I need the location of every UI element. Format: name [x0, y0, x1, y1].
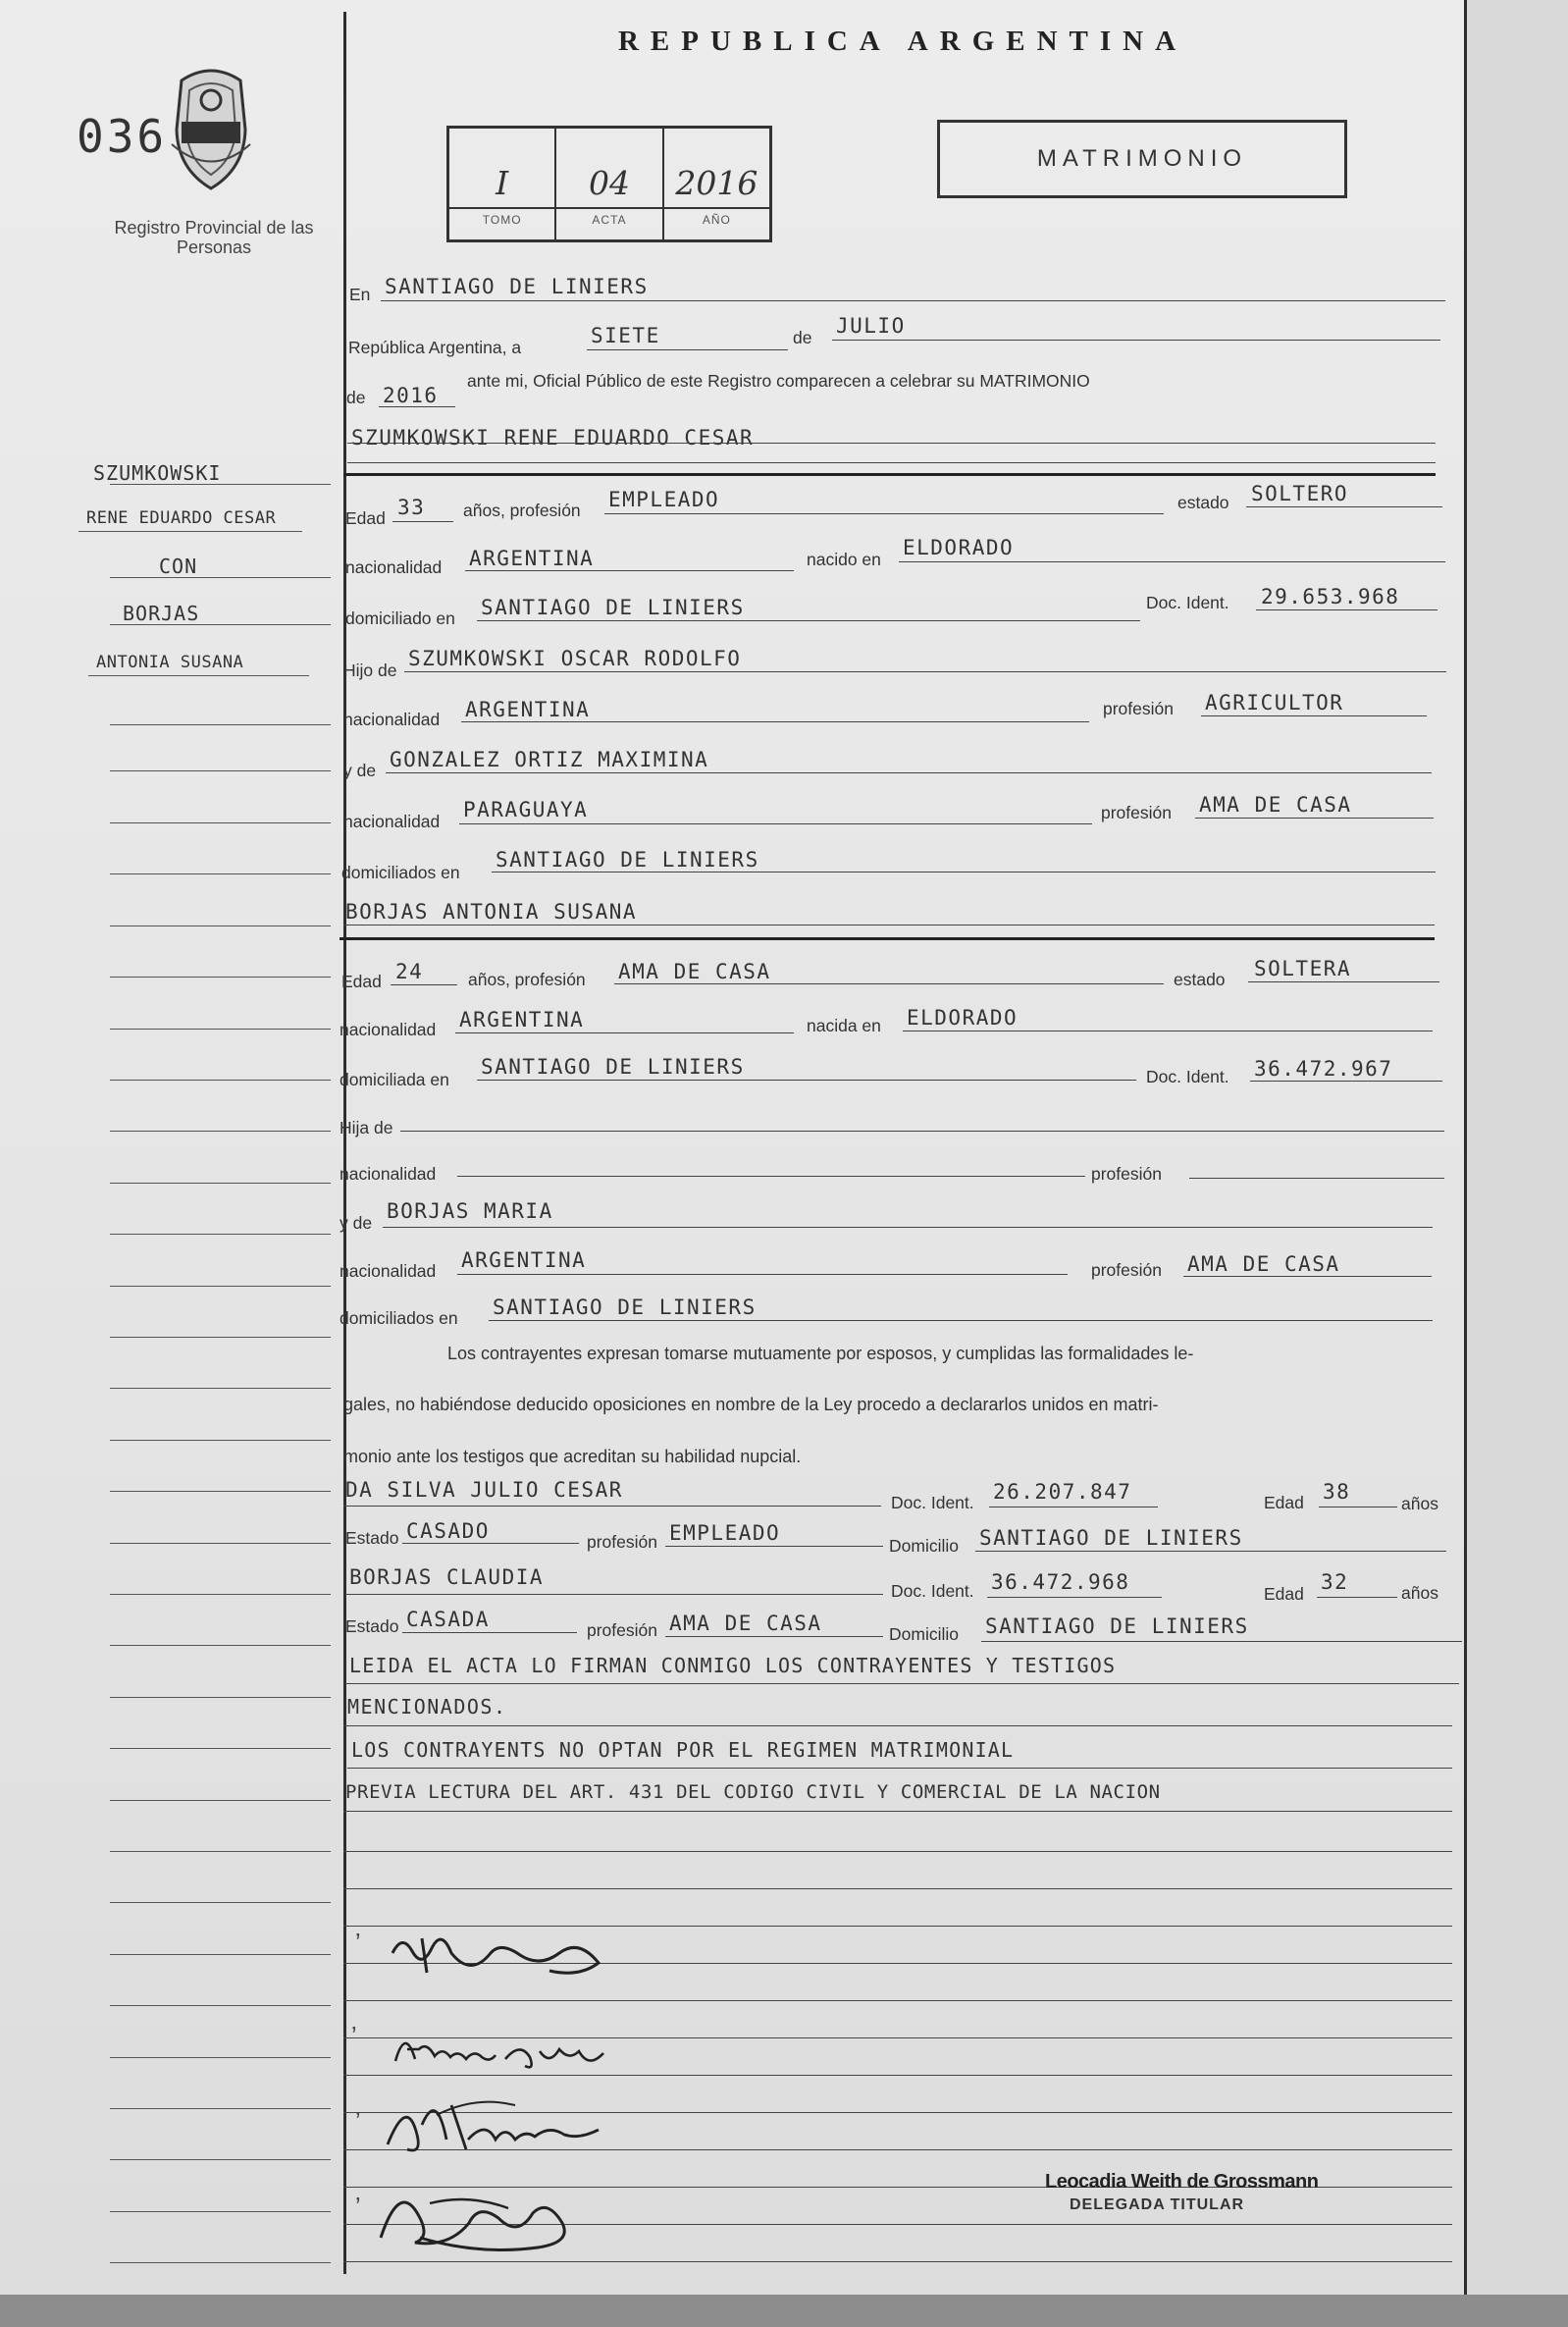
bride-doc: 36.472.967: [1254, 1057, 1393, 1081]
groom-nacido: ELDORADO: [903, 536, 1015, 559]
witness2-edad-label: Edad: [1264, 1584, 1304, 1604]
background-beyond-page: [1467, 0, 1568, 2327]
bride-madre: BORJAS MARIA: [387, 1199, 553, 1223]
acta-cell: [556, 129, 663, 239]
day-value: SIETE: [591, 324, 660, 347]
witness1-estado: CASADO: [406, 1519, 490, 1543]
groom-estado-label: estado: [1177, 493, 1229, 512]
page-right-edge: [1464, 0, 1467, 2327]
groom-edad-label: Edad: [345, 508, 386, 528]
groom-estado: SOLTERO: [1251, 482, 1349, 505]
witness1-domicilio-label: Domicilio: [889, 1536, 959, 1556]
declaration-line-3: monio ante los testigos que acreditan su habilidad nupcial.: [343, 1447, 802, 1466]
bride-domiciliados-label: domiciliados en: [340, 1308, 458, 1328]
republica-label: República Argentina, a: [348, 338, 522, 357]
groom-nacido-label: nacido en: [807, 550, 881, 569]
signature-mark-3: ʼ: [355, 2107, 361, 2137]
bride-doc-label: Doc. Ident.: [1146, 1067, 1229, 1086]
groom-hijo-label: Hijo de: [343, 661, 397, 680]
tomo-label: TOMO: [482, 213, 522, 227]
margin-divider: [343, 12, 346, 2274]
bride-nacionalidad-label: nacionalidad: [340, 1020, 437, 1039]
acta-value: 04: [588, 164, 630, 202]
bride-madre-domicilio: SANTIAGO DE LINIERS: [493, 1296, 757, 1319]
witness2-anos-label: años: [1401, 1583, 1438, 1603]
witness1-anos-label: años: [1401, 1494, 1438, 1513]
provincial-seal-icon: [152, 61, 270, 198]
bride-madre-nacionalidad: ARGENTINA: [461, 1248, 587, 1272]
anio-value: 2016: [675, 164, 758, 202]
witness1-profesion: EMPLEADO: [669, 1521, 781, 1545]
de-year-label: de: [346, 388, 366, 407]
bride-madre-yde-label: y de: [340, 1213, 373, 1233]
witness2-profesion: AMA DE CASA: [669, 1612, 822, 1635]
tomo-cell: [449, 129, 556, 239]
tomo-value: I: [496, 164, 509, 202]
bride-madre-profesion-label: profesión: [1091, 1260, 1162, 1280]
book-reference-box: [446, 126, 772, 242]
bride-estado: SOLTERA: [1254, 957, 1352, 980]
bride-hija-label: Hija de: [340, 1118, 393, 1137]
padre-profesion-label: profesión: [1103, 699, 1174, 718]
groom-madre: GONZALEZ ORTIZ MAXIMINA: [390, 748, 709, 771]
bride-edad: 24: [395, 960, 424, 983]
witness1-estado-label: Estado: [345, 1528, 399, 1548]
padre-nacionalidad-label: nacionalidad: [343, 710, 441, 729]
witness1-profesion-label: profesión: [587, 1532, 657, 1552]
witness2-domicilio-label: Domicilio: [889, 1624, 959, 1644]
declaration-line-1: Los contrayentes expresan tomarse mutuamente por esposos, y cumplidas las formalidades le-: [447, 1344, 1194, 1363]
witness2-doc-label: Doc. Ident.: [891, 1581, 974, 1601]
anio-cell: [664, 129, 769, 239]
witness1-doc-label: Doc. Ident.: [891, 1493, 974, 1512]
witness1-edad-label: Edad: [1264, 1493, 1304, 1512]
bride-signature: [388, 2022, 633, 2090]
groom-padre: SZUMKOWSKI OSCAR RODOLFO: [408, 647, 742, 670]
bride-nacida: ELDORADO: [907, 1006, 1019, 1030]
madre-yde-label: y de: [343, 761, 377, 780]
groom-domiciliado-label: domiciliado en: [345, 608, 455, 628]
witness1-domicilio: SANTIAGO DE LINIERS: [979, 1526, 1243, 1550]
padre-nacionalidad: ARGENTINA: [465, 698, 591, 721]
groom-edad: 33: [397, 496, 426, 519]
margin-bride-names: ANTONIA SUSANA: [96, 653, 244, 672]
bride-madre-profesion: AMA DE CASA: [1187, 1252, 1340, 1276]
margin-con: CON: [159, 555, 198, 578]
month-value: JULIO: [836, 314, 906, 338]
en-label: En: [349, 285, 371, 304]
madre-nacionalidad-label: nacionalidad: [343, 812, 441, 831]
bride-nacida-label: nacida en: [807, 1016, 881, 1035]
signature-mark-2: ʼ: [351, 2022, 357, 2051]
signature-mark-4: ʼ: [355, 2193, 361, 2222]
bride-nacionalidad: ARGENTINA: [459, 1008, 585, 1031]
madre-nacionalidad: PARAGUAYA: [463, 798, 589, 821]
witness2-estado: CASADA: [406, 1608, 490, 1631]
margin-groom-surname: SZUMKOWSKI: [93, 461, 222, 485]
madre-profesion-label: profesión: [1101, 803, 1172, 822]
groom-doc: 29.653.968: [1261, 585, 1400, 608]
bride-estado-label: estado: [1174, 970, 1226, 989]
note-line-1: LEIDA EL ACTA LO FIRMAN CONMIGO LOS CONTRAYENTES Y TESTIGOS: [349, 1654, 1117, 1677]
year-text: ante mi, Oficial Público de este Registro comparecen a celebrar su MATRIMONIO: [467, 371, 1090, 391]
de-label: de: [793, 328, 812, 347]
witness2-profesion-label: profesión: [587, 1620, 657, 1640]
declaration-line-2: gales, no habiéndose deducido oposiciones en nombre de la Ley procedo a declararlos unidos en matri-: [343, 1395, 1159, 1414]
bride-padre-profesion-label: profesión: [1091, 1164, 1162, 1184]
witness2-domicilio: SANTIAGO DE LINIERS: [985, 1614, 1249, 1638]
witness2-doc: 36.472.968: [991, 1570, 1130, 1594]
signature-mark-1: ʼ: [355, 1929, 361, 1958]
place-value: SANTIAGO DE LINIERS: [385, 275, 649, 298]
madre-profesion: AMA DE CASA: [1199, 793, 1352, 817]
witness2-signature: [361, 2169, 597, 2257]
year-value: 2016: [383, 384, 439, 407]
official-stamp-title: DELEGADA TITULAR: [1070, 2196, 1245, 2213]
groom-nacionalidad: ARGENTINA: [469, 547, 595, 570]
note-line-4: PREVIA LECTURA DEL ART. 431 DEL CODIGO CIVIL Y COMERCIAL DE LA NACION: [345, 1781, 1161, 1803]
bride-domiciliada-label: domiciliada en: [340, 1070, 449, 1089]
header-title: REPUBLICA ARGENTINA: [617, 26, 1188, 57]
page-bottom-edge: [0, 2295, 1568, 2327]
witness1-signature: [378, 2086, 623, 2164]
bride-name: BORJAS ANTONIA SUSANA: [345, 900, 638, 924]
groom-profesion: EMPLEADO: [608, 488, 720, 511]
groom-doc-label: Doc. Ident.: [1146, 593, 1229, 612]
note-line-2: MENCIONADOS.: [347, 1695, 507, 1719]
witness1-name: DA SILVA JULIO CESAR: [345, 1478, 623, 1502]
official-stamp-name: Leocadia Weith de Grossmann: [1045, 2171, 1319, 2193]
groom-profesion-label: años, profesión: [463, 501, 581, 520]
groom-nacionalidad-label: nacionalidad: [345, 557, 443, 577]
folio-number: 036: [77, 110, 168, 163]
groom-name: SZUMKOWSKI RENE EDUARDO CESAR: [351, 426, 755, 450]
padre-profesion: AGRICULTOR: [1205, 691, 1344, 714]
record-type-box: MATRIMONIO: [937, 120, 1347, 198]
groom-domicilio: SANTIAGO DE LINIERS: [481, 596, 745, 619]
witness2-estado-label: Estado: [345, 1616, 399, 1636]
anio-label: AÑO: [702, 213, 731, 227]
bride-profesion: AMA DE CASA: [618, 960, 771, 983]
bride-profesion-label: años, profesión: [468, 970, 586, 989]
acta-label: ACTA: [592, 213, 627, 227]
margin-bride-surname: BORJAS: [123, 602, 200, 625]
bride-padre-nacionalidad-label: nacionalidad: [340, 1164, 437, 1184]
note-line-3: LOS CONTRAYENTS NO OPTAN POR EL REGIMEN MATRIMONIAL: [351, 1738, 1015, 1762]
bride-madre-nacionalidad-label: nacionalidad: [340, 1261, 437, 1281]
bride-domicilio: SANTIAGO DE LINIERS: [481, 1055, 745, 1079]
witness2-edad: 32: [1321, 1570, 1349, 1594]
padres-domicilio: SANTIAGO DE LINIERS: [496, 848, 759, 872]
witness2-name: BORJAS CLAUDIA: [349, 1565, 545, 1589]
registry-name: Registro Provincial de las Personas: [114, 218, 314, 257]
padres-domiciliados-label: domiciliados en: [341, 863, 460, 882]
margin-groom-names: RENE EDUARDO CESAR: [86, 508, 277, 528]
bride-edad-label: Edad: [341, 972, 382, 991]
groom-signature: [383, 1924, 628, 1992]
witness1-doc: 26.207.847: [993, 1480, 1132, 1504]
witness1-edad: 38: [1323, 1480, 1351, 1504]
